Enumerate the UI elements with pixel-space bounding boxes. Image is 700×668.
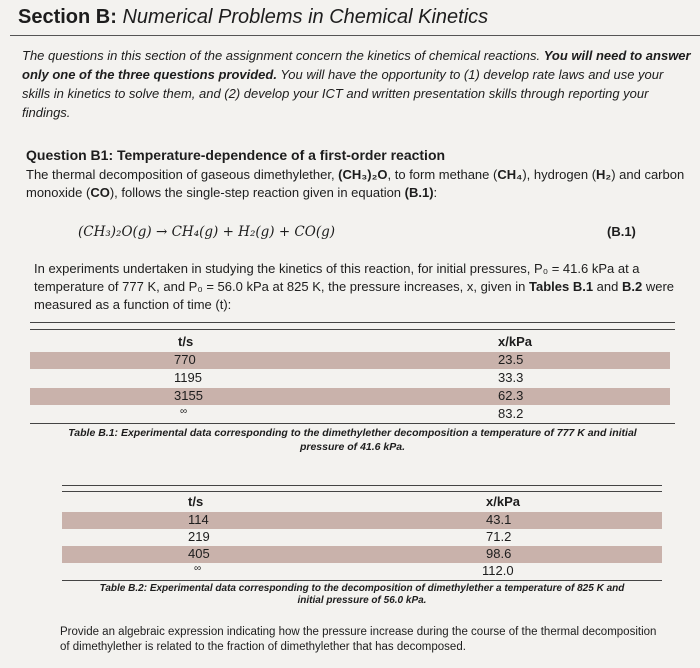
- final-instruction: Provide an algebraic expression indicating how the pressure increase during the course of the thermal decomposition of dimethylether is related to the fraction of dimethylether that has decomposed.: [60, 626, 657, 653]
- experiment-paragraph: In experiments undertaken in studying the kinetics of this reaction, for initial pressures, P₀ = 41.6 kPa at a temperature of 777 K, and P₀ = 56.0 kPa at 825 K, the pressure increases, x, given in Tables B.1 and B.2 were measured as a function of time (t):: [34, 261, 675, 312]
- equation-label: (B.1): [607, 224, 636, 239]
- table-b2: [62, 485, 662, 625]
- table-row: ∞ 112.0: [194, 563, 514, 578]
- table-row: 114 43.1: [62, 512, 662, 529]
- title-divider: [10, 35, 700, 36]
- section-title: [18, 4, 488, 30]
- col-header-pressure: x/kPa: [486, 494, 520, 509]
- table-caption: Table B.1: Experimental data corresponding to the dimethylether decomposition a temperature of 777 K and initial pressure of 41.6 kPa.: [68, 427, 637, 453]
- table-top-rule: [30, 322, 675, 323]
- col-header-pressure: x/kPa: [498, 334, 532, 349]
- question-description: The thermal decomposition of gaseous dimethylether, (CH₃)₂O, to form methane (CH₄), hydrogen (H₂) and carbon monoxide (CO), follows the single-step reaction given in equation (B.1):: [26, 167, 685, 200]
- table-row: ∞ 83.2: [180, 406, 524, 421]
- table-caption: Table B.2: Experimental data corresponding to the decomposition of dimethylether a temperature of 825 K and initial pressure of 56.0 kPa.: [99, 583, 625, 606]
- intro-paragraph: The questions in this section of the assignment concern the kinetics of chemical reactions. You will need to answer only one of the three questions provided. You will have the opportunity to (1) develop rate laws and use your skills in kinetics to solve them, and (2) develop your ICT and written presentation skills through reporting your findings.: [22, 48, 691, 120]
- col-header-time: t/s: [178, 334, 194, 349]
- table-row: 1195 33.3: [174, 370, 524, 385]
- section-name: Numerical Problems in Chemical Kinetics: [122, 6, 489, 28]
- table-row: 219 71.2: [188, 529, 512, 544]
- intro-emphasis: You will need to answer only one of the three questions provided.: [22, 48, 691, 82]
- table-header-row: [62, 494, 662, 511]
- table-top-rule: [30, 329, 675, 330]
- table-top-rule: [62, 491, 662, 492]
- table-header-row: [30, 334, 675, 351]
- table-row: 405 98.6: [62, 546, 662, 563]
- reaction-equation: (CH₃)₂O(g) → CH₄(g) + H₂(g) + CO(g): [78, 224, 336, 240]
- table-row: 770 23.5: [30, 352, 670, 369]
- col-header-time: t/s: [188, 494, 204, 509]
- table-row: 3155 62.3: [30, 388, 670, 405]
- table-bottom-rule: [30, 423, 675, 424]
- table-bottom-rule: [62, 580, 662, 581]
- table-b1: [30, 322, 675, 462]
- section-label: Section B:: [18, 6, 117, 28]
- question-heading: Question B1: Temperature-dependence of a first-order reaction: [26, 147, 446, 163]
- table-top-rule: [62, 485, 662, 486]
